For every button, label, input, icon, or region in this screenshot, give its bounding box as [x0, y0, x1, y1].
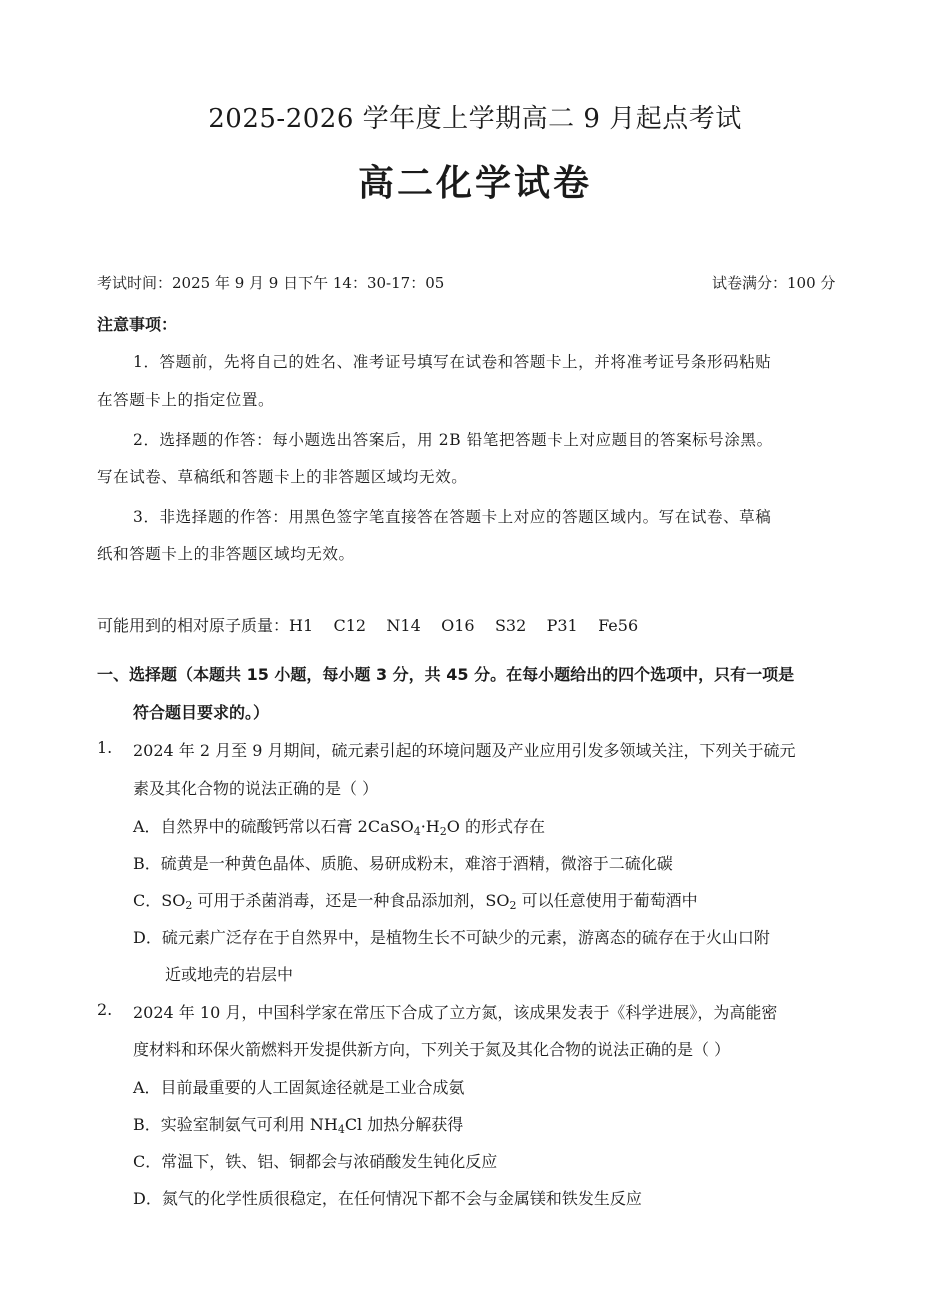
q1-option-a: A．自然界中的硫酸钙常以石膏 $2CaSO_4\cdot H_2O$ 的形式存在 [133, 817, 545, 838]
section-1-heading-line-1: 一、选择题（本题共 15 小题，每小题 3 分，共 45 分。在每小题给出的四个选项中，只有一项是 [97, 665, 795, 684]
q2-number: 2. [97, 1000, 113, 1019]
section-1-heading-line-2: 符合题目要求的。） [133, 703, 270, 722]
q1-option-d-line-2: 近或地壳的岩层中 [165, 965, 294, 984]
note-1-line-1: 1．答题前，先将自己的姓名、准考证号填写在试卷和答题卡上，并将准考证号条形码粘贴 [133, 353, 772, 371]
full-score: 试卷满分：100 分 [712, 274, 836, 292]
q2-option-a: A．目前最重要的人工固氮途径就是工业合成氨 [133, 1078, 465, 1097]
q2-stem-line-1: 2024 年 10 月，中国科学家在常压下合成了立方氮，该成果发表于《科学进展》，为高能密 [133, 1003, 778, 1022]
note-2-line-1: 2．选择题的作答：每小题选出答案后，用 2B 铅笔把答题卡上对应题目的答案标号涂黑。 [133, 431, 773, 449]
paper-title: 高二化学试卷 [357, 163, 592, 204]
q2-option-d: D．氮气的化学性质很稳定，在任何情况下都不会与金属镁和铁发生反应 [133, 1189, 642, 1208]
note-3-line-2: 纸和答题卡上的非答题区域均无效。 [97, 545, 355, 563]
q2-option-c: C．常温下，铁、铝、铜都会与浓硝酸发生钝化反应 [133, 1152, 498, 1171]
q1-option-d-line-1: D．硫元素广泛存在于自然界中，是植物生长不可缺少的元素，游离态的硫存在于火山口附 [133, 928, 770, 947]
note-2-line-2: 写在试卷、草稿纸和答题卡上的非答题区域均无效。 [97, 468, 468, 486]
note-3-line-1: 3．非选择题的作答：用黑色签字笔直接答在答题卡上对应的答题区域内。写在试卷、草稿 [133, 508, 772, 526]
notes-heading: 注意事项： [97, 315, 178, 334]
q1-option-c: C．$SO_2$ 可用于杀菌消毒，还是一种食品添加剂，$SO_2$ 可以任意使用于葡萄酒中 [133, 891, 698, 912]
q2-stem-line-2: 度材料和环保火箭燃料开发提供新方向，下列关于氮及其化合物的说法正确的是（ ） [133, 1040, 731, 1059]
exam-time: 考试时间：2025 年 9 月 9 日下午 14：30-17：05 [97, 274, 445, 292]
atomic-masses: 可能用到的相对原子质量：H1 C12 N14 O16 S32 P31 Fe56 [97, 616, 639, 635]
q2-option-b: B．实验室制氨气可利用 $NH_4Cl$ 加热分解获得 [133, 1115, 464, 1136]
q1-option-b: B．硫黄是一种黄色晶体、质脆、易研成粉末，难溶于酒精，微溶于二硫化碳 [133, 854, 673, 873]
q1-number: 1. [97, 738, 113, 757]
exam-title: 2025-2026 学年度上学期高二 9 月起点考试 [208, 104, 742, 134]
q1-stem-line-2: 素及其化合物的说法正确的是（ ） [133, 779, 379, 798]
note-1-line-2: 在答题卡上的指定位置。 [97, 391, 275, 409]
q1-stem-line-1: 2024 年 2 月至 9 月期间，硫元素引起的环境问题及产业应用引发多领域关注，下列关于硫元 [133, 741, 796, 760]
